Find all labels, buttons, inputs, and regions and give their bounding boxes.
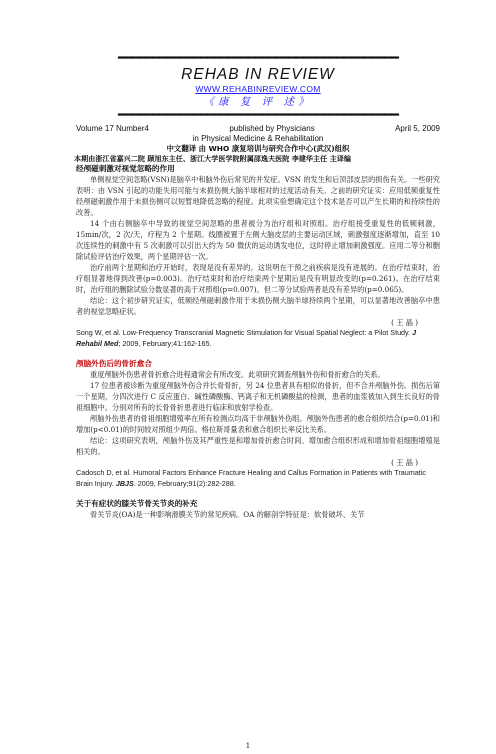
header-rule-bottom: ━━━━━━━━━━━━━━━━━━━━━━━━━━━━━━━━━━━━━━━━━ bbox=[118, 109, 398, 123]
translator-signature: ( 王 晶 ) bbox=[391, 318, 418, 327]
reference-tail: . 2009, February;91(2):282-288. bbox=[133, 478, 236, 488]
translation-credit: 中文翻译 由 WHO 康复培训与研究合作中心(武汉)组织 bbox=[166, 144, 350, 153]
issue-meta bbox=[76, 124, 440, 134]
article-title: 经颅磁刺激对视觉忽略的作用 bbox=[76, 164, 175, 173]
header-rule-top: ━━━━━━━━━━━━━━━━━━━━━━━━━━━━━━━━━━━━━━━━━ bbox=[118, 52, 398, 66]
chinese-journal-title: 《康 复 评 述》 bbox=[203, 96, 313, 108]
document-page bbox=[0, 52, 496, 754]
article-paragraph: 单侧视觉空间忽略(VSN)是脑卒中和脑外伤后常见的并发症。VSN 的发生和后顶部皮层的损伤有关。一些研究表明：由 VSN 引起的功能失用可能与未损伤侧大脑半球相对的过度活动有关。之前的研究证实：应用低频重复性经颅磁刺激作用于未损伤侧可以短暂地降低忽略的程度。此项实验想确定这个技术是否可以产生长期的和持续性的改善。 bbox=[76, 175, 440, 217]
article-title: 关于有症状的膝关节骨关节炎的补充 bbox=[76, 499, 198, 508]
article-paragraph: 骨关节炎(OA)是一种影响滑膜关节的常见疾病。OA 的解剖学特征是：软骨破坏、关节 bbox=[90, 510, 365, 519]
publisher: published by Physicians bbox=[229, 124, 315, 133]
issue-date: April 5, 2009 bbox=[395, 124, 440, 133]
article-paragraph: 颅脑外伤患者的骨祖细胞增殖率在所有检测点均高于非颅脑外伤组。颅脑外伤患者的愈合组织结合(p=0.01)和增加(p<0.01)的时间较对照组少两倍。格拉斯哥量表和愈合组织长率反比关系。 bbox=[76, 414, 440, 434]
journal-url-link[interactable]: WWW.REHABINREVIEW.COM bbox=[195, 84, 321, 94]
reference-text: Song W, et al. Low-Frequency Transcranial Magnetic Stimulation for Visual Spatial Neglect: a Pilot Study. bbox=[76, 328, 411, 337]
article-paragraph: 17 位患者被诊断为重度颅脑外伤合并长骨骨折，另 24 位患者具有相似的骨折，但不合并颅脑外伤。损伤后第一个星期，分四次进行 C 反应蛋白、碱性磷酸酶、钙离子和无机磷酸盐的检测，患者的血浆被加入到生长良好的骨祖细胞中。分别对所有的长骨骨折患者进行临床和放射学检查。 bbox=[76, 381, 440, 412]
reference-text: Cadosch D, et al. Humoral Factors Enhance Fracture Healing and Callus Formation in Patients with Traumatic Brain Injury. bbox=[76, 468, 426, 488]
article-paragraph: 治疗前两个星期和治疗开始时，表现是没有差异的。这说明在干预之前疾病是没有进展的。在治疗结束时，治疗组显著地得到改善(p=0.003)。治疗结束时和治疗结束两个星期后是没有明显改变的(p=0.261)。在治疗结束时，治疗组的删除试验分数显著的高于对照组(p=0.007)。但二等分试验两者是没有差异的(p=0.065)。 bbox=[76, 263, 440, 294]
article-conclusion: 结论：这个初步研究证实，低频经颅磁刺激作用于未损伤侧大脑半球持续两个星期，可以显著地改善脑卒中患者的视觉忽略症状。 bbox=[76, 296, 440, 316]
reference-tail: ; 2009, February;41:162-165. bbox=[118, 338, 212, 348]
article-reference bbox=[76, 468, 440, 489]
page-number: 1 bbox=[245, 742, 251, 750]
reference-journal: J Rehabil Med bbox=[76, 328, 417, 348]
article-conclusion: 结论：这项研究表明，颅脑外伤及其严重性是和增加骨折愈合时间、增加愈合组织形成和增加骨祖细胞增殖是相关的。 bbox=[76, 436, 440, 456]
journal-title: REHAB IN REVIEW bbox=[181, 66, 335, 83]
article-reference bbox=[76, 328, 440, 349]
journal-subtitle: in Physical Medicine & Rehabilitation bbox=[192, 134, 324, 143]
article-title: 颅脑外伤后的骨折愈合 bbox=[76, 359, 152, 368]
translator-signature: ( 王 晶 ) bbox=[391, 458, 418, 467]
article-paragraph: 14 个由右侧脑卒中导致的视觉空间忽略的患者被分为治疗组和对照组。治疗组接受重复性的低频刺激， 15min/次，2 次/天，疗程为 2 个星期。线圈被置于左侧大脑皮层的主要运动区域，刺激强度逐渐增加，直至 10 次连续性的刺激中有 5 次刺激可以引出大约为 50 微伏的运动诱发电位，这时停止增加刺激强度。应用二等分和删除试验评估治疗效果，两个星期评估一次。 bbox=[76, 219, 440, 261]
article-paragraph: 重度颅脑外伤患者骨折愈合进程通常会有所改变。此项研究调查颅脑外伤和骨折愈合的关系。 bbox=[90, 370, 385, 379]
volume-number: Volume 17 Number4 bbox=[76, 124, 149, 133]
reference-journal: JBJS bbox=[115, 478, 134, 488]
editor-credit: 本期由浙江省嘉兴二院 顾旭东主任、浙江大学医学院附属邵逸夫医院 李建华主任 主译编 bbox=[74, 154, 351, 163]
